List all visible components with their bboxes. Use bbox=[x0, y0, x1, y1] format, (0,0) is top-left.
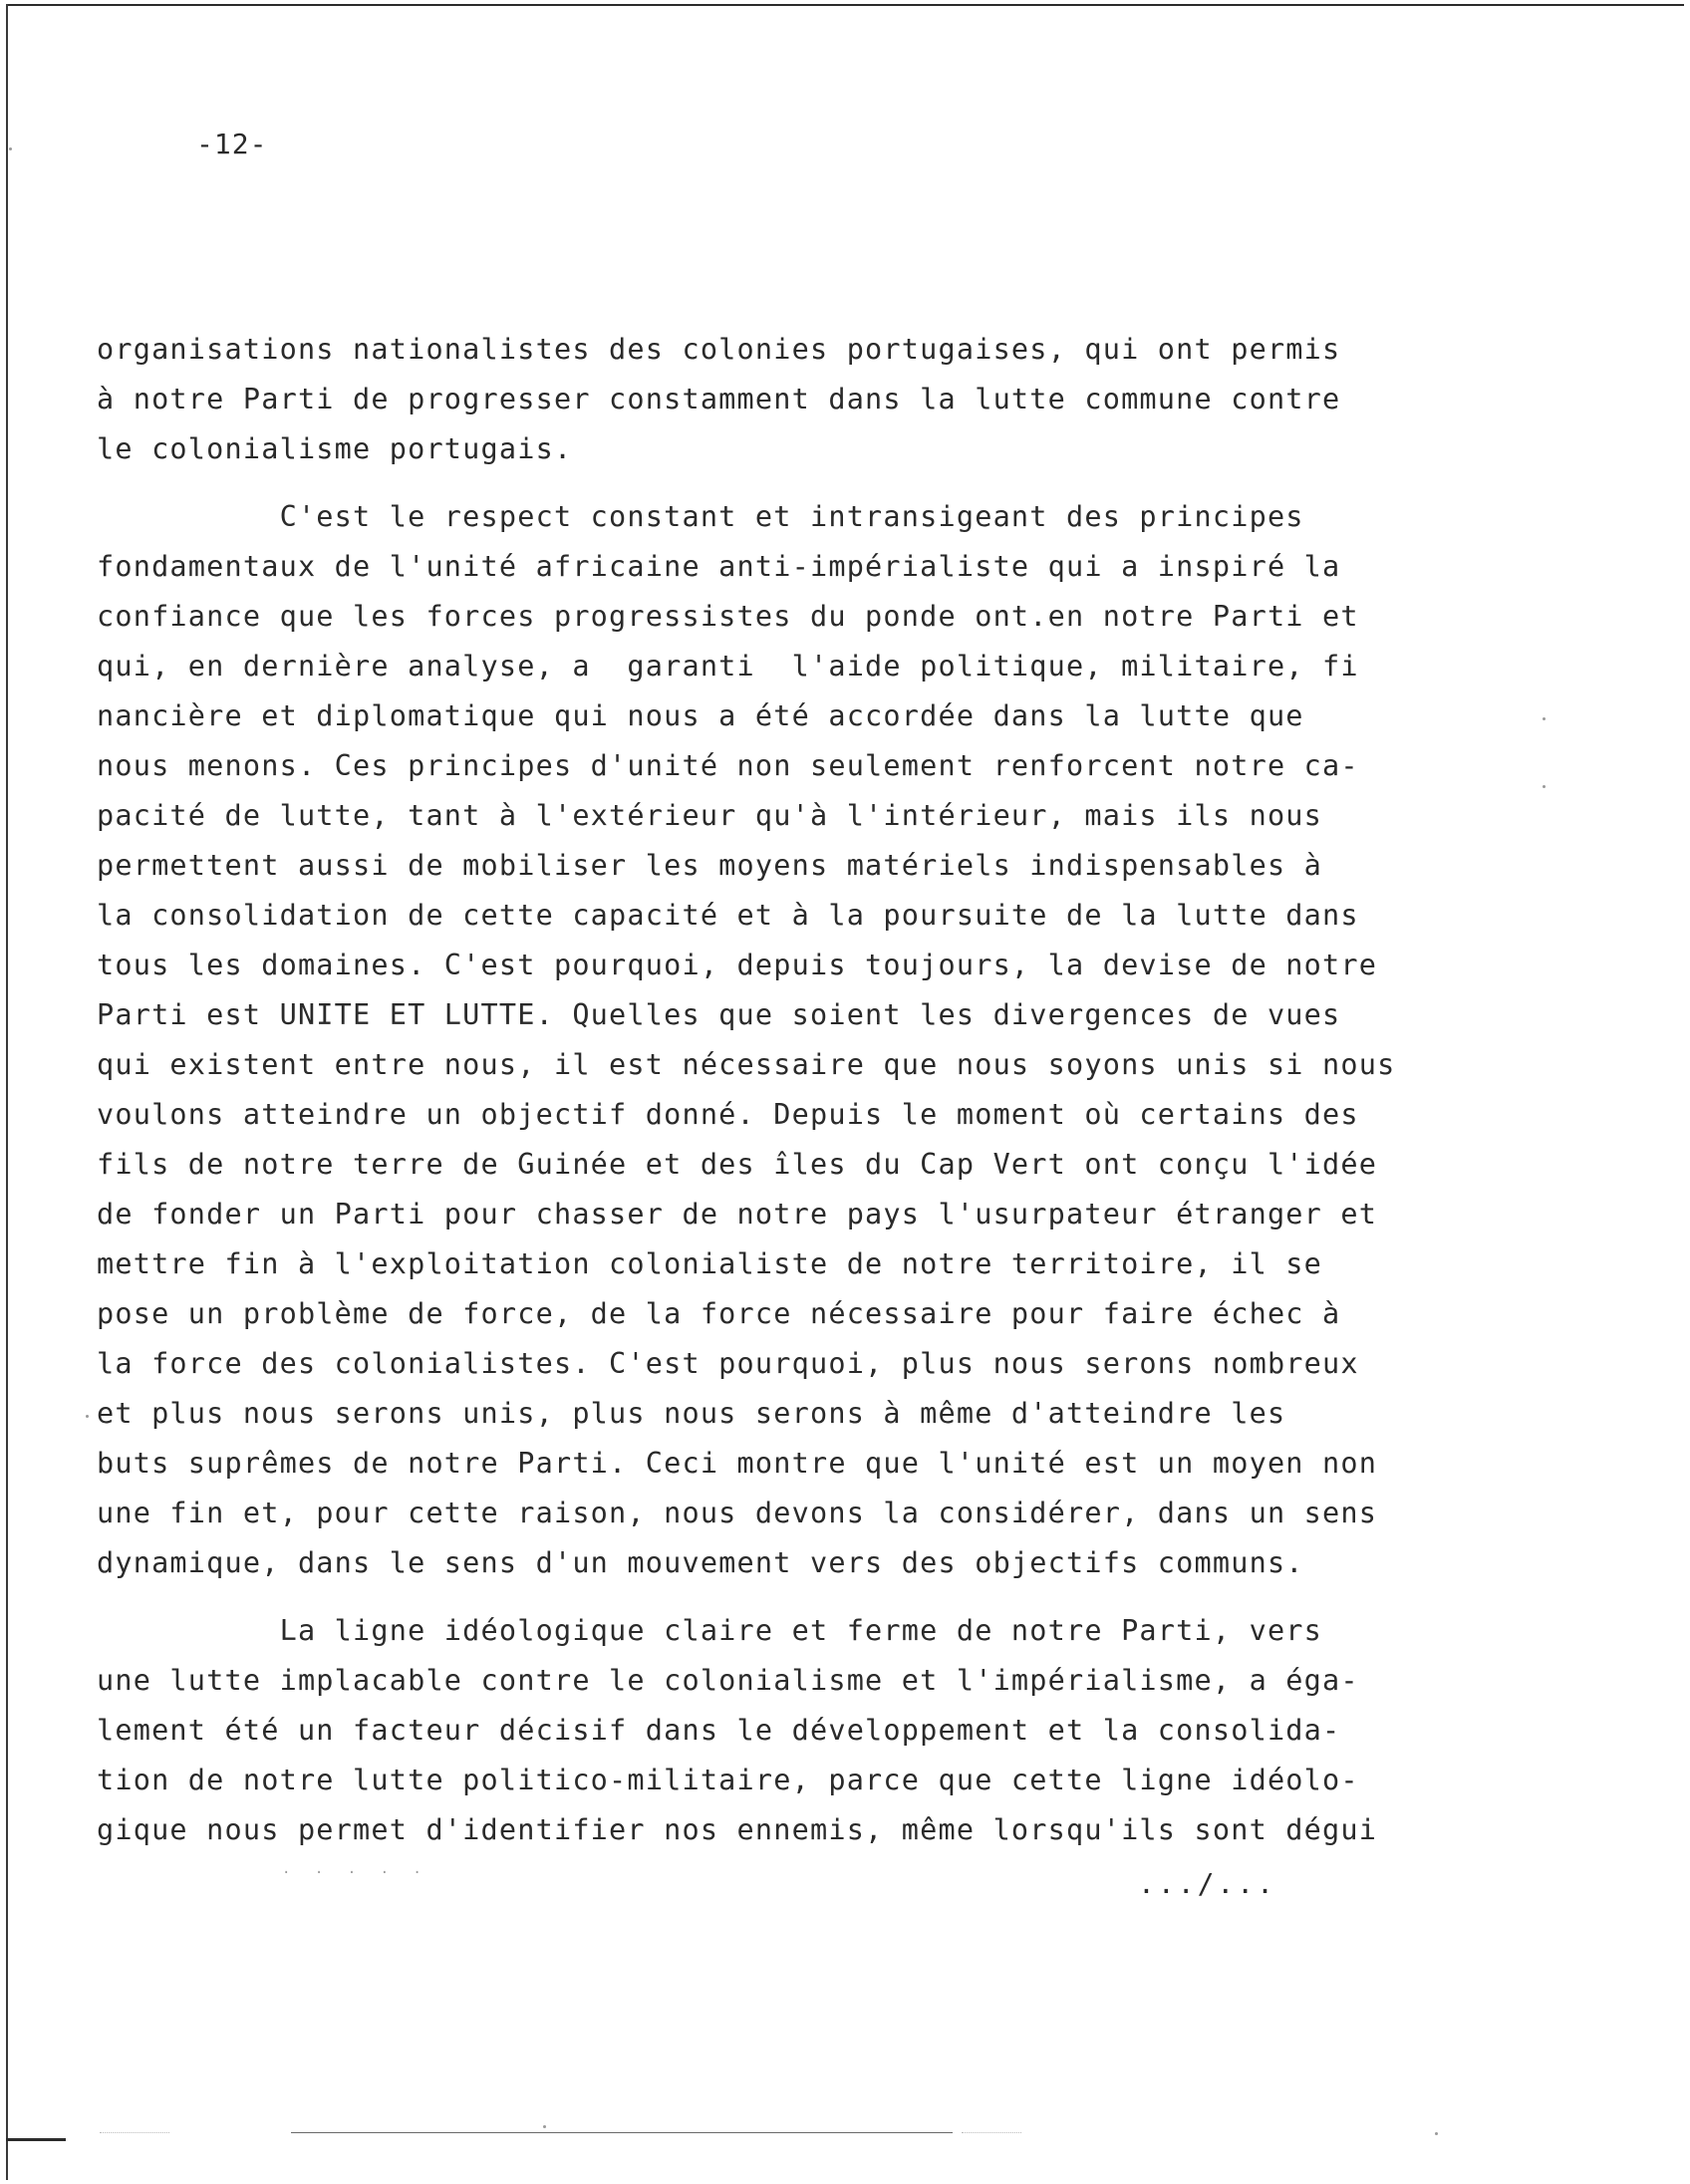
text-line: la force des colonialistes. C'est pourquoi, plus nous serons nombreux bbox=[97, 1347, 1359, 1380]
text-line: buts suprêmes de notre Parti. Ceci montre que l'unité est un moyen non bbox=[97, 1447, 1378, 1480]
text-line: lement été un facteur décisif dans le développement et la consolida- bbox=[97, 1714, 1341, 1747]
text-line: pacité de lutte, tant à l'extérieur qu'à l'intérieur, mais ils nous bbox=[97, 799, 1323, 832]
text-line: voulons atteindre un objectif donné. Depuis le moment où certains des bbox=[97, 1098, 1359, 1131]
text-line: mettre fin à l'exploitation colonialiste de notre territoire, il se bbox=[97, 1247, 1323, 1280]
scan-speck bbox=[543, 2125, 546, 2128]
text-line: le colonialisme portugais. bbox=[97, 432, 573, 465]
text-line: fondamentaux de l'unité africaine anti-impérialiste qui a inspiré la bbox=[97, 550, 1341, 583]
scan-speck bbox=[86, 1415, 89, 1418]
scan-speck bbox=[1543, 717, 1546, 720]
text-line: à notre Parti de progresser constamment dans la lutte commune contre bbox=[97, 383, 1341, 415]
text-line: et plus nous serons unis, plus nous serons à même d'atteindre les bbox=[97, 1397, 1286, 1430]
text-line: pose un problème de force, de la force nécessaire pour faire échec à bbox=[97, 1297, 1341, 1330]
footer-rule bbox=[291, 2132, 953, 2133]
paragraph-2 bbox=[97, 492, 1492, 1588]
scan-border-top bbox=[6, 4, 1684, 6]
scan-speck bbox=[1435, 2132, 1438, 2135]
text-line: une lutte implacable contre le colonialisme et l'impérialisme, a éga- bbox=[97, 1664, 1359, 1697]
footer-rule-faint-right bbox=[962, 2132, 1021, 2133]
text-line: qui, en dernière analyse, a garanti l'aide politique, militaire, fi bbox=[97, 650, 1359, 682]
scan-speck bbox=[1543, 785, 1546, 788]
paragraph-3 bbox=[97, 1606, 1492, 1855]
scan-speck bbox=[9, 147, 12, 150]
scan-border-left bbox=[6, 4, 8, 2180]
page-number: -12- bbox=[196, 128, 268, 160]
text-line: C'est le respect constant et intransigeant des principes bbox=[97, 500, 1304, 533]
text-line: tion de notre lutte politico-militaire, parce que cette ligne idéolo- bbox=[97, 1764, 1359, 1796]
text-line: gique nous permet d'identifier nos ennemis, même lorsqu'ils sont dégui bbox=[97, 1813, 1378, 1846]
text-line: La ligne idéologique claire et ferme de notre Parti, vers bbox=[97, 1614, 1323, 1647]
text-line: nous menons. Ces principes d'unité non seulement renforcent notre ca- bbox=[97, 749, 1359, 782]
body-text bbox=[97, 325, 1492, 1855]
text-line: une fin et, pour cette raison, nous devons la considérer, dans un sens bbox=[97, 1497, 1378, 1529]
scan-dots: · · · · · bbox=[282, 1865, 429, 1881]
continuation-mark: .../... bbox=[1138, 1867, 1277, 1900]
text-line: Parti est UNITE ET LUTTE. Quelles que soient les divergences de vues bbox=[97, 998, 1341, 1031]
text-line: organisations nationalistes des colonies portugaises, qui ont permis bbox=[97, 333, 1341, 366]
footer-rule-faint-left bbox=[100, 2132, 169, 2133]
text-line: tous les domaines. C'est pourquoi, depuis toujours, la devise de notre bbox=[97, 949, 1378, 981]
text-line: permettent aussi de mobiliser les moyens matériels indispensables à bbox=[97, 849, 1323, 882]
text-line: qui existent entre nous, il est nécessaire que nous soyons unis si nous bbox=[97, 1048, 1396, 1081]
text-line: confiance que les forces progressistes du ponde ont.en notre Parti et bbox=[97, 600, 1359, 633]
text-line: de fonder un Parti pour chasser de notre pays l'usurpateur étranger et bbox=[97, 1198, 1378, 1230]
scan-border-bottom bbox=[6, 2138, 66, 2141]
paragraph-1 bbox=[97, 325, 1492, 474]
text-line: fils de notre terre de Guinée et des îles du Cap Vert ont conçu l'idée bbox=[97, 1148, 1378, 1181]
text-line: nancière et diplomatique qui nous a été accordée dans la lutte que bbox=[97, 699, 1304, 732]
text-line: dynamique, dans le sens d'un mouvement vers des objectifs communs. bbox=[97, 1546, 1304, 1579]
text-line: la consolidation de cette capacité et à la poursuite de la lutte dans bbox=[97, 899, 1359, 932]
